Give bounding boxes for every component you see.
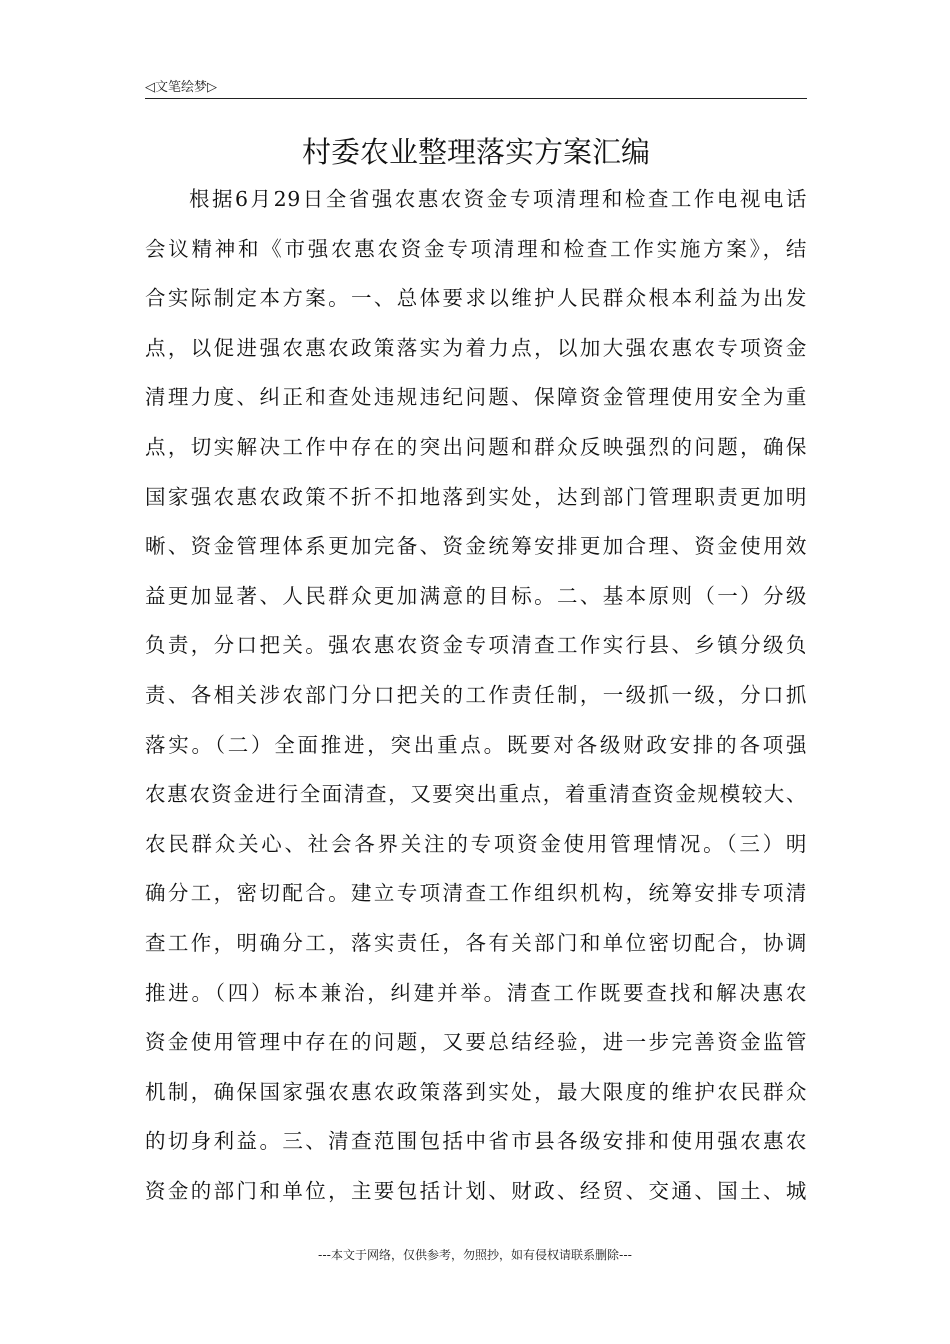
header-label: ◁文笔绘梦▷ (145, 80, 217, 95)
body-line: 资金的部门和单位，主要包括计划、财政、经贸、交通、国土、城 (145, 1178, 807, 1203)
body-line: 根据6月29日全省强农惠农资金专项清理和检查工作电视电话 (189, 187, 807, 211)
body-line: 合实际制定本方案。一、总体要求以维护人民群众根本利益为出发 (145, 286, 807, 311)
body-line: 机制，确保国家强农惠农政策落到实处，最大限度的维护农民群众 (145, 1079, 807, 1104)
document-title: 村委农业整理落实方案汇编 (301, 135, 650, 169)
body-line: 负责，分口把关。强农惠农资金专项清查工作实行县、乡镇分级负 (145, 633, 807, 658)
body-line: 责、各相关涉农部门分口把关的工作责任制，一级抓一级，分口抓 (145, 682, 807, 707)
body-line: 的切身利益。三、清查范围包括中省市县各级安排和使用强农惠农 (145, 1129, 807, 1154)
body-line: 推进。（四）标本兼治，纠建并举。清查工作既要查找和解决惠农 (145, 980, 807, 1005)
body-line: 确分工，密切配合。建立专项清查工作组织机构，统筹安排专项清 (145, 881, 807, 906)
body-line: 农民群众关心、社会各界关注的专项资金使用管理情况。（三）明 (145, 831, 807, 856)
document-body (145, 183, 807, 1224)
body-line: 查工作，明确分工，落实责任，各有关部门和单位密切配合，协调 (145, 930, 807, 955)
body-line: 资金使用管理中存在的问题，又要总结经验，进一步完善资金监管 (145, 1030, 807, 1055)
body-line: 晰、资金管理体系更加完备、资金统筹安排更加合理、资金使用效 (145, 534, 807, 559)
page-footer: ---本文于网络，仅供参考，勿照抄，如有侵权请联系删除--- (318, 1248, 632, 1262)
body-line: 会议精神和《市强农惠农资金专项清理和检查工作实施方案》，结 (145, 236, 807, 261)
body-line: 落实。（二）全面推进，突出重点。既要对各级财政安排的各项强 (145, 732, 807, 757)
body-line: 清理力度、纠正和查处违规违纪问题、保障资金管理使用安全为重 (145, 385, 807, 410)
body-line: 农惠农资金进行全面清查，又要突出重点，着重清查资金规模较大、 (145, 782, 807, 807)
page-header (145, 74, 807, 99)
body-line: 益更加显著、人民群众更加满意的目标。二、基本原则（一）分级 (145, 583, 807, 608)
body-line: 点，以促进强农惠农政策落实为着力点，以加大强农惠农专项资金 (145, 335, 807, 360)
body-line: 点，切实解决工作中存在的突出问题和群众反映强烈的问题，确保 (145, 434, 807, 459)
body-line: 国家强农惠农政策不折不扣地落到实处，达到部门管理职责更加明 (145, 484, 807, 509)
